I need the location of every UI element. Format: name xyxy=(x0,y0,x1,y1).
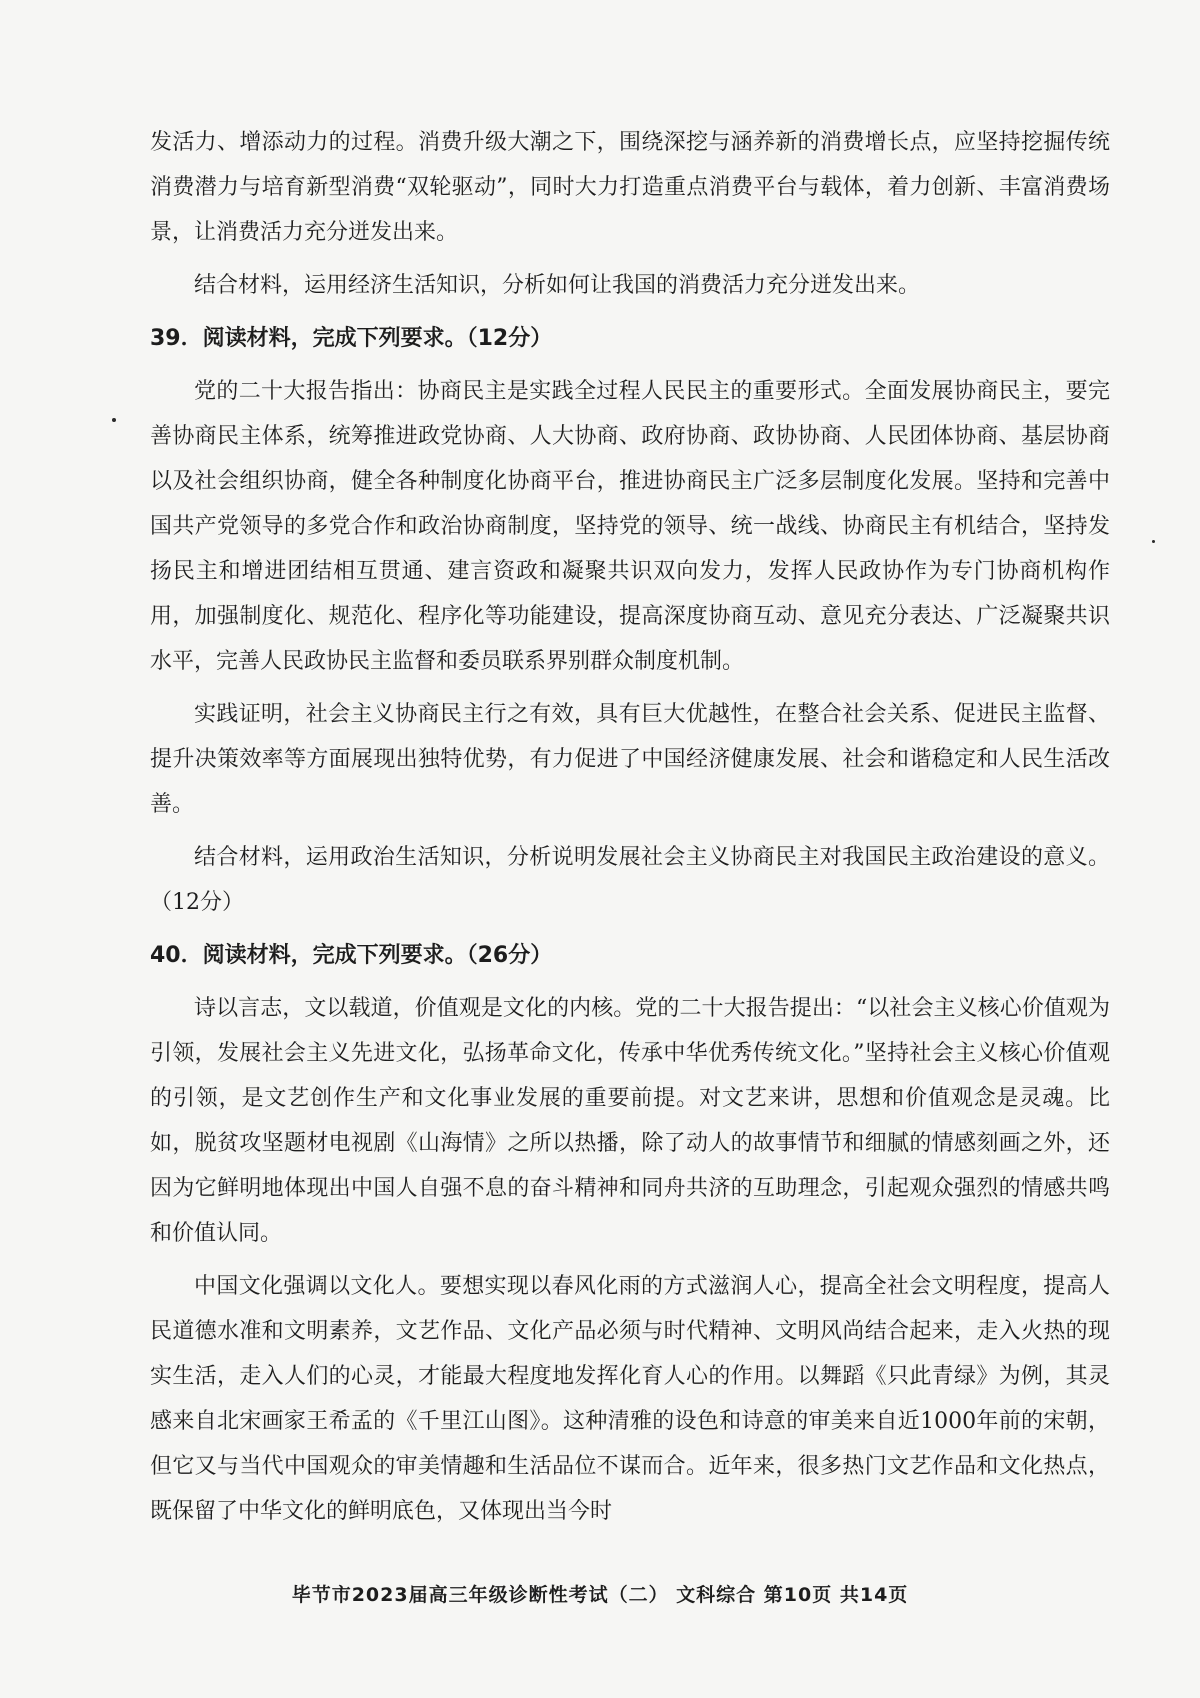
scan-speck xyxy=(1152,540,1155,543)
question-38-prompt: 结合材料，运用经济生活知识，分析如何让我国的消费活力充分迸发出来。 xyxy=(194,273,921,298)
page-footer: 毕节市2023届高三年级诊断性考试（二） 文科综合 第10页 共14页 xyxy=(291,1584,909,1606)
question-39-material-2: 实践证明，社会主义协商民主行之有效，具有巨大优越性，在整合社会关系、促进民主监督、提升决策效率等方面展现出独特优势，有力促进了中国经济健康发展、社会和谐稳定和人民生活改善。 xyxy=(150,702,1110,817)
paragraph-continuation: 发活力、增添动力的过程。消费升级大潮之下，围绕深挖与涵养新的消费增长点，应坚持挖掘传统消费潜力与培育新型消费“双轮驱动”，同时大力打造重点消费平台与载体，着力创新、丰富消费场景，让消费活力充分迸发出来。 xyxy=(150,130,1110,245)
question-39-material-1: 党的二十大报告指出：协商民主是实践全过程人民民主的重要形式。全面发展协商民主，要完善协商民主体系，统筹推进政党协商、人大协商、政府协商、政协协商、人民团体协商、基层协商以及社会组织协商，健全各种制度化协商平台，推进协商民主广泛多层制度化发展。坚持和完善中国共产党领导的多党合作和政治协商制度，坚持党的领导、统一战线、协商民主有机结合，坚持发扬民主和增进团结相互贯通、建言资政和凝聚共识双向发力，发挥人民政协作为专门协商机构作用，加强制度化、规范化、程序化等功能建设，提高深度协商互动、意见充分表达、广泛凝聚共识水平，完善人民政协民主监督和委员联系界别群众制度机制。 xyxy=(150,379,1110,674)
question-39-prompt: 结合材料，运用政治生活知识，分析说明发展社会主义协商民主对我国民主政治建设的意义。（12分） xyxy=(150,845,1110,915)
question-40-heading: 40．阅读材料，完成下列要求。（26分） xyxy=(150,943,553,968)
scan-speck xyxy=(112,418,116,422)
question-39-heading: 39．阅读材料，完成下列要求。（12分） xyxy=(150,326,553,351)
question-40-material-1: 诗以言志，文以载道，价值观是文化的内核。党的二十大报告提出：“以社会主义核心价值观为引领，发展社会主义先进文化，弘扬革命文化，传承中华优秀传统文化。”坚持社会主义核心价值观的引领，是文艺创作生产和文化事业发展的重要前提。对文艺来讲，思想和价值观念是灵魂。比如，脱贫攻坚题材电视剧《山海情》之所以热播，除了动人的故事情节和细腻的情感刻画之外，还因为它鲜明地体现出中国人自强不息的奋斗精神和同舟共济的互助理念，引起观众强烈的情感共鸣和价值认同。 xyxy=(150,996,1110,1246)
question-40-material-2: 中国文化强调以文化人。要想实现以春风化雨的方式滋润人心，提高全社会文明程度，提高人民道德水准和文明素养，文艺作品、文化产品必须与时代精神、文明风尚结合起来，走入火热的现实生活，走入人们的心灵，才能最大程度地发挥化育人心的作用。以舞蹈《只此青绿》为例，其灵感来自北宋画家王希孟的《千里江山图》。这种清雅的设色和诗意的审美来自近1000年前的宋朝，但它又与当代中国观众的审美情趣和生活品位不谋而合。近年来，很多热门文艺作品和文化热点，既保留了中华文化的鲜明底色，又体现出当今时 xyxy=(150,1274,1110,1524)
page-body xyxy=(150,120,1110,1542)
